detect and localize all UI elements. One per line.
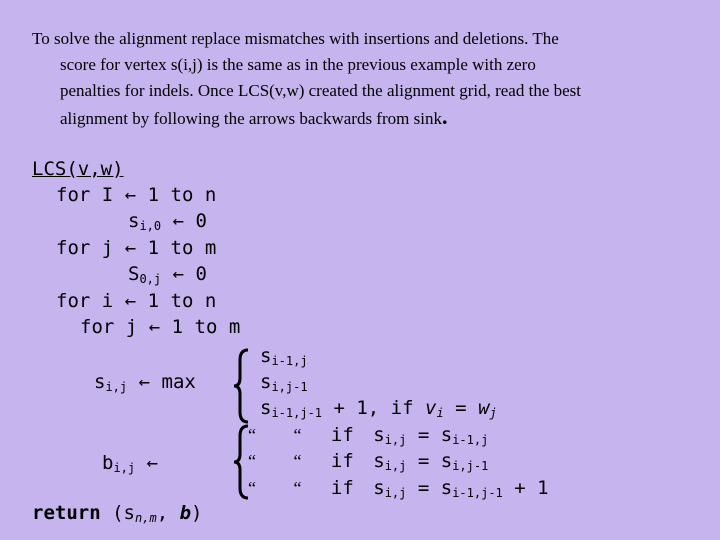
return-close-paren: ) (191, 502, 203, 524)
score-var: s (94, 371, 106, 393)
score-var: s (373, 424, 385, 446)
score-subscript: i,0 (139, 219, 162, 233)
arrow-icon: ← (172, 263, 185, 285)
paragraph-line-4-text: alignment by following the arrows backwards from sink (60, 109, 442, 128)
case-subscript: i,j-1 (271, 380, 308, 394)
equals-sign: = (417, 450, 430, 472)
v-subscript: i (436, 406, 444, 420)
description-paragraph (32, 26, 692, 132)
loop-end: to n (170, 290, 217, 312)
max-keyword: max (161, 371, 196, 393)
ditto-mark: “ (293, 425, 302, 445)
return-keyword: return (32, 502, 101, 524)
w-var: w (478, 397, 490, 419)
if-keyword: if (330, 477, 354, 499)
case-lhs-subscript: i,j (384, 459, 407, 473)
loop-var: i (101, 290, 114, 312)
max-brace (232, 348, 252, 424)
return-score-subscript: n,m (135, 511, 157, 525)
code-line-for-I (56, 182, 216, 208)
case-lhs-subscript: i,j (384, 433, 407, 447)
ditto-mark: “ (293, 478, 302, 498)
paragraph-period: . (441, 104, 448, 129)
score-subscript: i,j (105, 380, 128, 394)
paragraph-line-2: score for vertex s(i,j) is the same as in the previous example with zero (60, 55, 536, 74)
w-subscript: j (489, 406, 497, 420)
loop-start: 1 (147, 237, 160, 259)
return-comma: , (156, 502, 169, 524)
score-var: s (440, 424, 453, 446)
return-score-var: s (123, 502, 135, 524)
return-open-paren: ( (112, 502, 124, 524)
score-var: s (373, 450, 385, 472)
code-line-for-j-inner (80, 314, 240, 340)
case-rhs-subscript: i,j-1 (452, 459, 489, 473)
arrow-icon: ← (138, 371, 151, 393)
for-keyword: for (56, 237, 91, 259)
backtrack-assignment (102, 450, 158, 481)
paragraph-line-1: To solve the alignment replace mismatches with insertions and deletions. The (32, 29, 559, 48)
score-subscript: 0,j (139, 272, 162, 286)
equals-sign: = (455, 397, 467, 419)
case-subscript: i-1,j (271, 354, 308, 368)
if-keyword: if (330, 424, 354, 446)
for-keyword: for (56, 290, 91, 312)
arrow-icon: ← (146, 452, 159, 474)
arrow-icon: ← (172, 210, 185, 232)
ditto-mark: “ (248, 451, 256, 471)
case-subscript: i-1,j-1 (271, 406, 323, 420)
loop-end: to m (170, 237, 217, 259)
score-var: s (260, 397, 272, 419)
backtrack-case-3 (248, 475, 549, 506)
arrow-icon: ← (124, 290, 137, 312)
code-header: LCS(v,w) (32, 158, 124, 180)
loop-start: 1 (171, 316, 184, 338)
loop-var: j (101, 237, 114, 259)
score-var: s (440, 450, 453, 472)
code-line-for-i (56, 288, 216, 314)
equals-sign: = (417, 424, 430, 446)
ditto-mark: “ (248, 425, 256, 445)
return-statement (32, 500, 203, 531)
return-backtrack-var: b (179, 502, 192, 524)
loop-start: 1 (147, 290, 160, 312)
ditto-mark: “ (293, 451, 302, 471)
init-value: 0 (195, 263, 207, 285)
if-keyword: if (330, 450, 354, 472)
loop-end: to n (170, 184, 217, 206)
arrow-icon: ← (124, 184, 137, 206)
backtrack-subscript: i,j (113, 461, 136, 475)
paragraph-line-3: penalties for indels. Once LCS(v,w) created the alignment grid, read the best (60, 81, 581, 100)
score-var: s (260, 371, 272, 393)
backtrack-var: b (102, 452, 114, 474)
for-keyword: for (80, 316, 115, 338)
score-max-assignment (94, 369, 196, 400)
for-keyword: for (56, 184, 91, 206)
v-var: v (425, 397, 437, 419)
score-var: s (128, 210, 140, 232)
score-var: S (128, 263, 140, 285)
case-lhs-subscript: i,j (384, 486, 407, 500)
paragraph-line-4 (32, 104, 692, 132)
loop-var: I (101, 184, 114, 206)
loop-start: 1 (147, 184, 160, 206)
score-var: s (260, 345, 272, 367)
case-rhs-subscript: i-1,j-1 (452, 486, 503, 500)
equals-sign: = (417, 477, 430, 499)
code-line-for-j (56, 235, 216, 261)
init-value: 0 (195, 210, 207, 232)
case-plus-condition: + 1, if (333, 397, 414, 419)
score-var: s (440, 477, 453, 499)
loop-end: to m (194, 316, 241, 338)
loop-var: j (125, 316, 138, 338)
ditto-mark: “ (248, 478, 256, 498)
case-plus-one: + 1 (514, 477, 549, 499)
score-var: s (373, 477, 385, 499)
arrow-icon: ← (148, 316, 161, 338)
case-rhs-subscript: i-1,j (452, 433, 489, 447)
arrow-icon: ← (124, 237, 137, 259)
